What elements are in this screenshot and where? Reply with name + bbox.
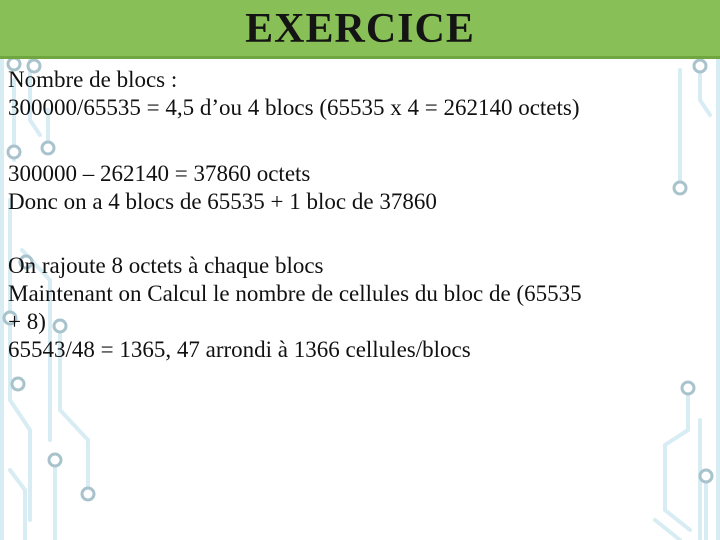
text-line: Maintenant on Calcul le nombre de cellules du bloc de (65535 bbox=[8, 281, 582, 306]
slide-body bbox=[8, 66, 712, 364]
text-line: 300000/65535 = 4,5 d’ou 4 blocs (65535 x 4 = 262140 octets) bbox=[8, 95, 580, 120]
text-line: + 8) bbox=[8, 309, 46, 334]
text-line: Nombre de blocs : bbox=[8, 67, 178, 92]
circuit-node-icon bbox=[49, 454, 61, 466]
text-line: On rajoute 8 octets à chaque blocs bbox=[8, 253, 324, 278]
slide-title: EXERCICE bbox=[245, 6, 475, 52]
text-line: 300000 – 262140 = 37860 octets bbox=[8, 161, 311, 186]
circuit-node-icon bbox=[682, 382, 694, 394]
circuit-node-icon bbox=[82, 488, 94, 500]
circuit-node-icon bbox=[700, 470, 712, 482]
circuit-node-icon bbox=[12, 378, 24, 390]
text-line: Donc on a 4 blocs de 65535 + 1 bloc de 37860 bbox=[8, 189, 437, 214]
text-line: 65543/48 = 1365, 47 arrondi à 1366 cellules/blocs bbox=[8, 337, 471, 362]
